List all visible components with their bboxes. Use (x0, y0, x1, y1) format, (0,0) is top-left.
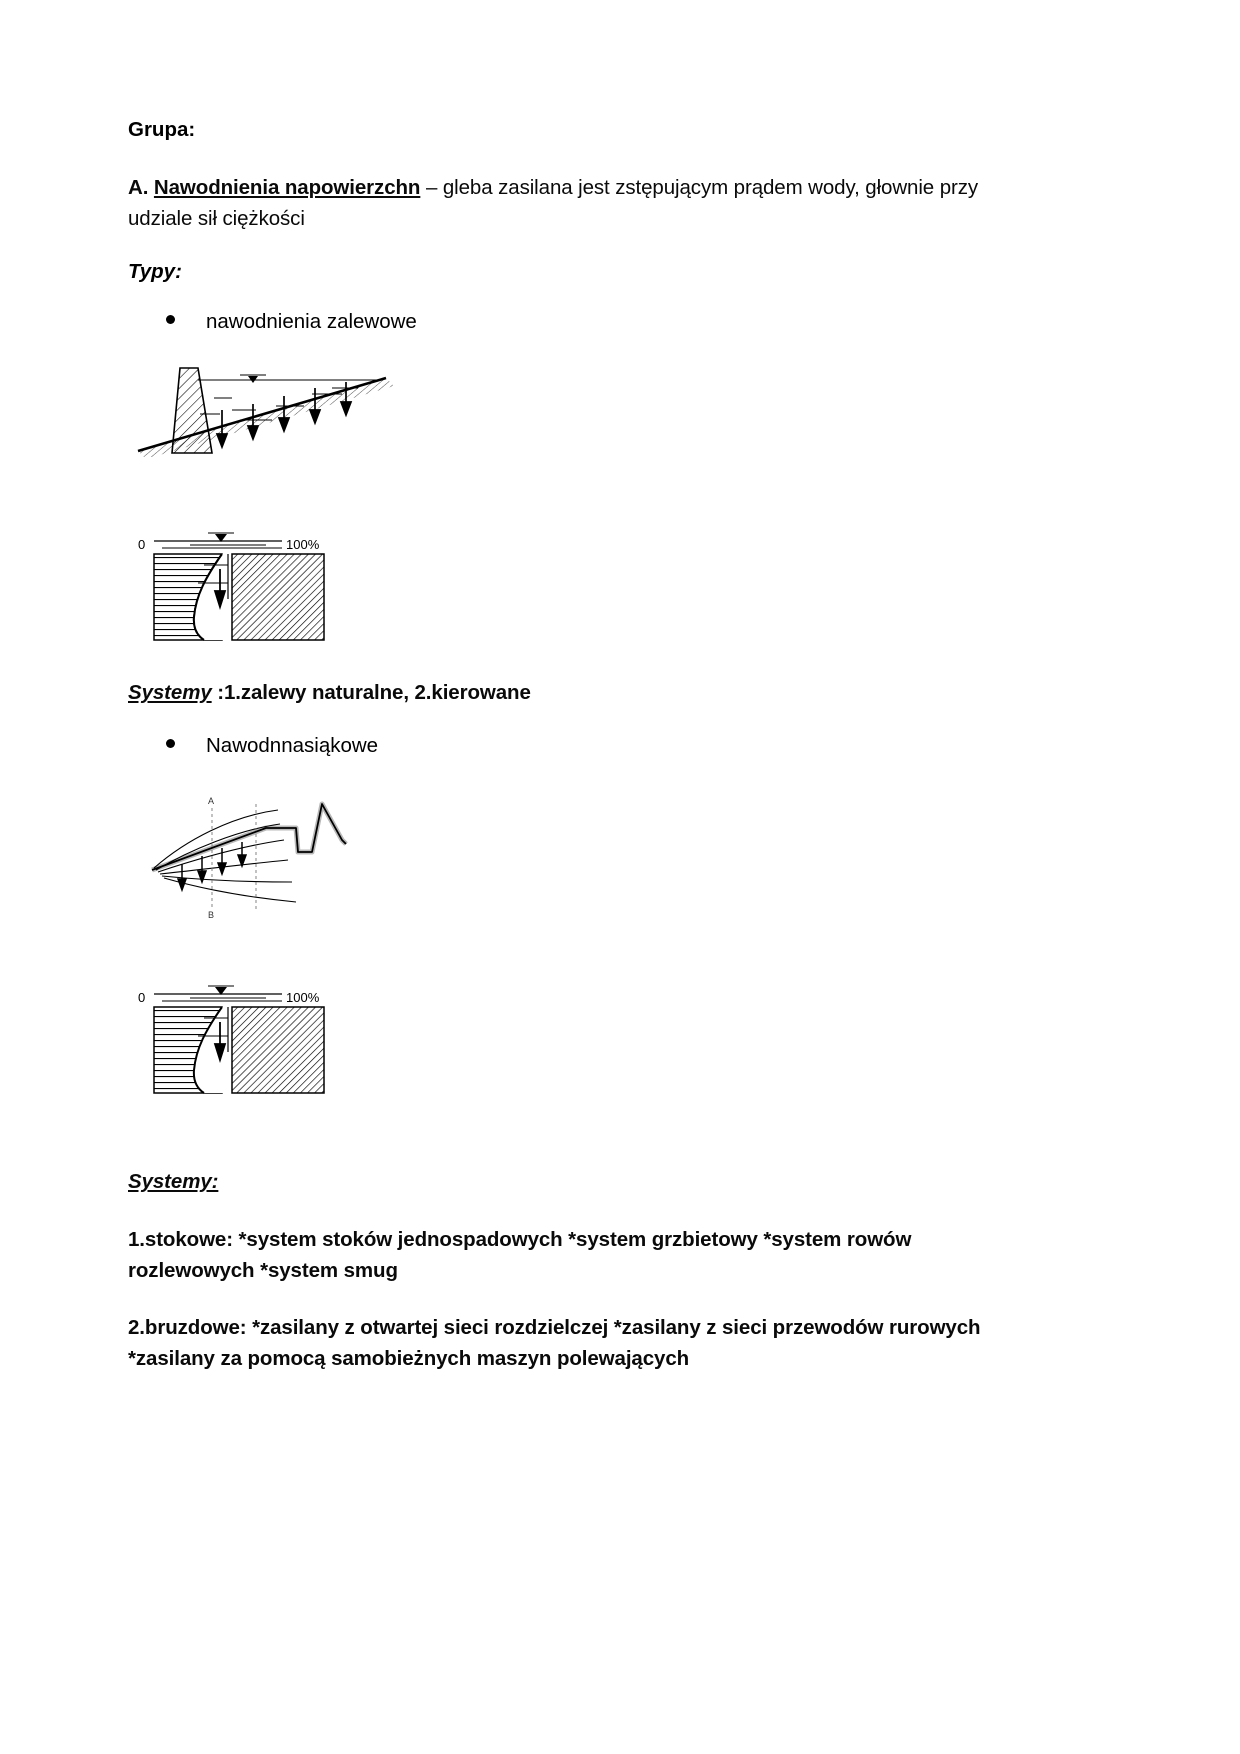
profile-axis-left-label: 0 (138, 537, 146, 553)
seepage-label-top: A (208, 796, 215, 807)
bullet-label: Nawodnnasiąkowe (206, 734, 379, 758)
page-title: Grupa: (128, 118, 196, 141)
bullet-label: nawodnienia zalewowe (206, 310, 417, 334)
profile-axis-right-label: 100% (286, 990, 320, 1006)
systemy-heading-label: Systemy: (128, 1170, 219, 1194)
systemy-item-2 (128, 1312, 988, 1374)
flood-irrigation-cross-section-figure (136, 352, 436, 457)
section-a-paragraph (128, 172, 988, 234)
seepage-label-bottom: B (208, 910, 215, 921)
section-a-marker: A. (128, 176, 149, 199)
systemy-item-2-text: 2.bruzdowe: *zasilany z otwartej sieci rozdzielczej *zasilany z sieci przewodów rurowych *zasilany za pomocą samobieżnych maszyn polewających (128, 1315, 981, 1371)
document-content (128, 118, 988, 1400)
systemy-inline-paragraph (128, 677, 988, 708)
bullet-dot-icon (166, 739, 175, 748)
systemy-item-1-text: 1.stokowe: *system stoków jednospadowych *system grzbietowy *system rowów rozlewowych *system smug (128, 1227, 912, 1282)
soil-moisture-profile-figure-2 (136, 974, 346, 1104)
seepage-irrigation-cross-section-figure (146, 784, 356, 934)
bullet-dot-icon (166, 315, 175, 324)
profile-axis-right-label: 100% (286, 537, 320, 553)
section-a-dash: – (425, 176, 438, 199)
systemy-heading (128, 1166, 988, 1197)
section-a-definition: gleba zasilana jest zstępującym prądem wody, głownie przy udziale sił ciężkości (128, 176, 979, 231)
systemy-item-1 (128, 1224, 988, 1286)
list-item (128, 310, 988, 334)
section-a-term: Nawodnienia napowierzchn (153, 176, 421, 199)
typy-label: Typy: (128, 260, 182, 284)
soil-moisture-profile-figure-1 (136, 521, 346, 651)
systemy-inline-rest: :1.zalewy naturalne, 2.kierowane (211, 681, 531, 705)
profile-axis-left-label: 0 (138, 990, 146, 1006)
systemy-inline-label: Systemy (128, 681, 212, 705)
list-item (128, 734, 988, 758)
